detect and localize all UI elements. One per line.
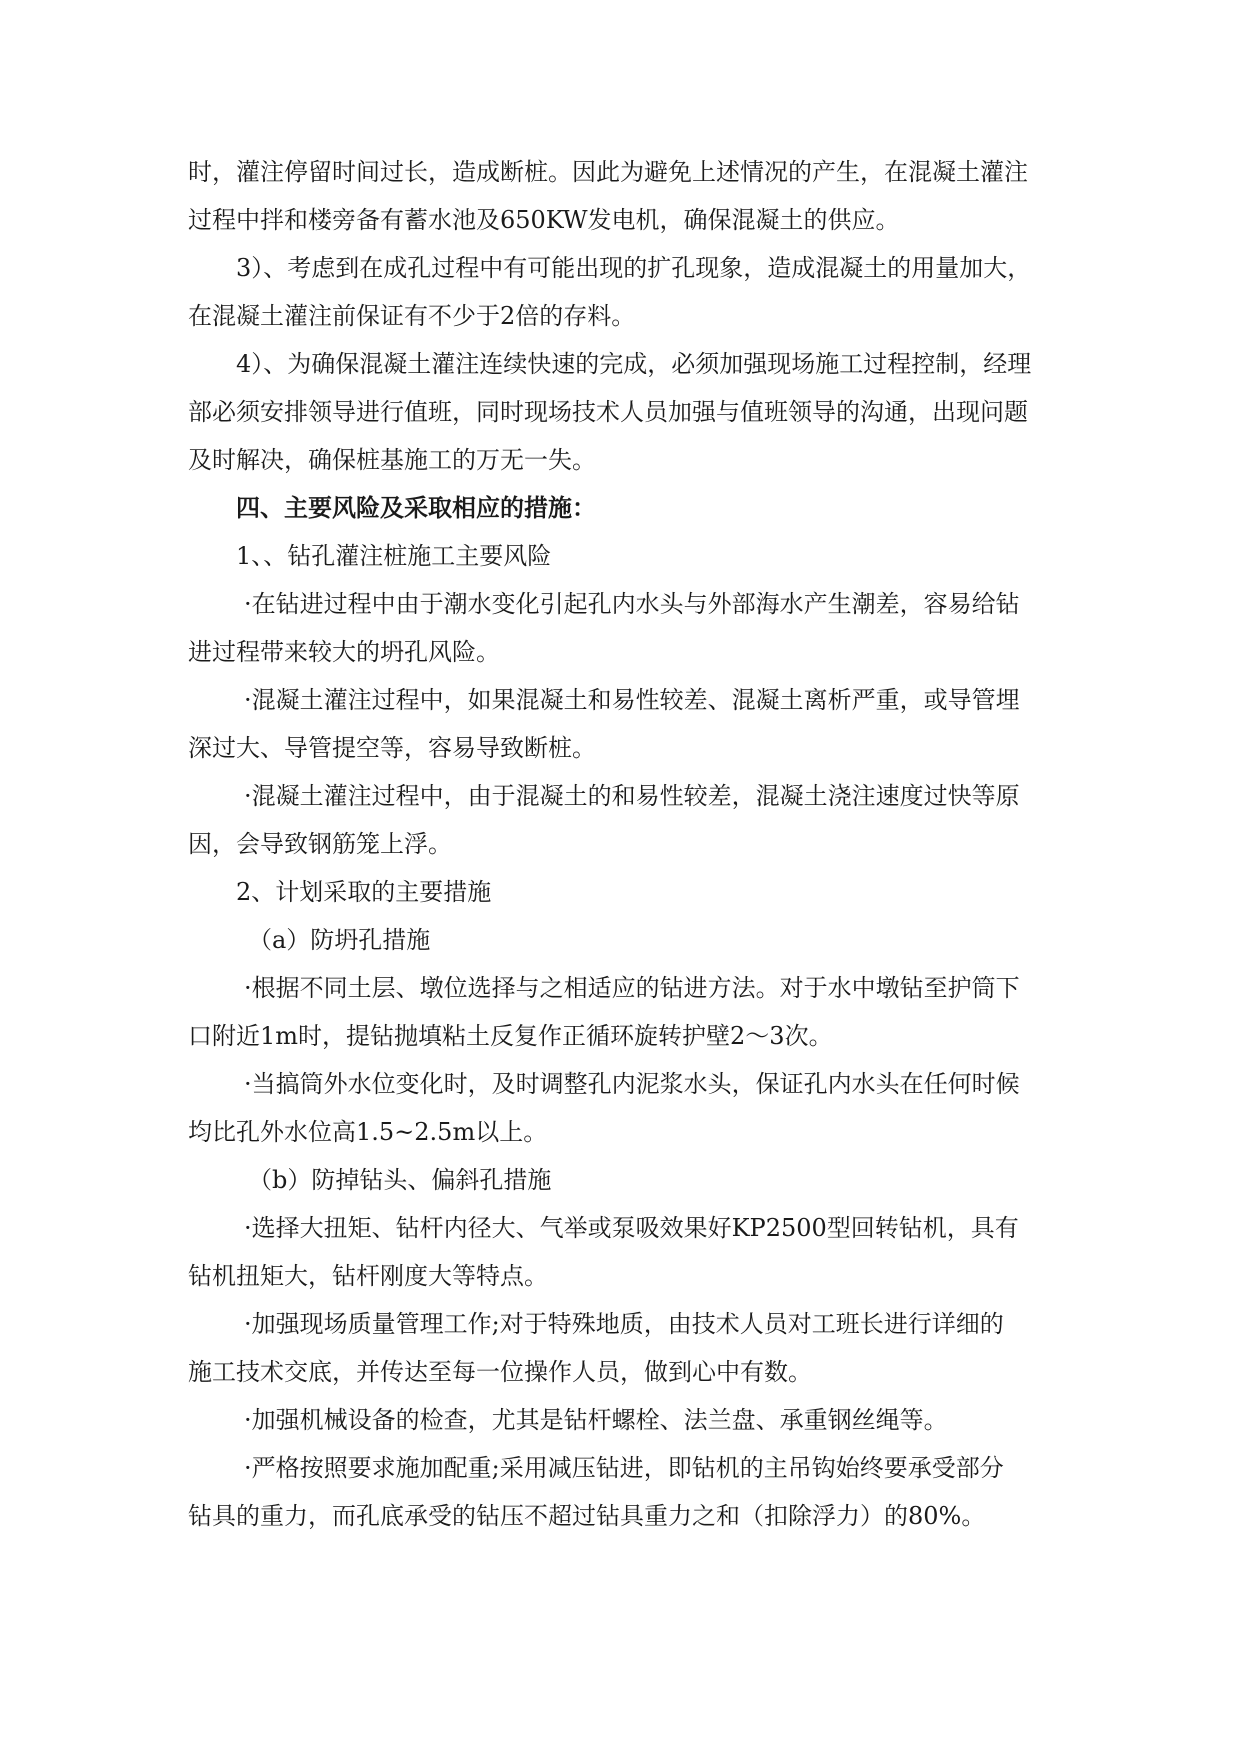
subsection-heading: 2、计划采取的主要措施 bbox=[236, 878, 492, 906]
paragraph-line: 钻具的重力，而孔底承受的钻压不超过钻具重力之和（扣除浮力）的80%。 bbox=[188, 1502, 986, 1530]
bullet-line: ·根据不同土层、墩位选择与之相适应的钻进方法。对于水中墩钻至护筒下 bbox=[244, 974, 1020, 1002]
paragraph-line: 及时解决，确保桩基施工的万无一失。 bbox=[188, 446, 596, 474]
bullet-line: ·加强现场质量管理工作;对于特殊地质，由技术人员对工班长进行详细的 bbox=[244, 1310, 1004, 1338]
subsection-heading: （a）防坍孔措施 bbox=[248, 926, 431, 954]
paragraph-line: 部必须安排领导进行值班，同时现场技术人员加强与值班领导的沟通，出现问题 bbox=[188, 398, 1028, 426]
bullet-line: ·混凝土灌注过程中，如果混凝土和易性较差、混凝土离析严重，或导管埋 bbox=[244, 686, 1020, 714]
paragraph-line: 在混凝土灌注前保证有不少于2倍的存料。 bbox=[188, 302, 636, 330]
bullet-line: ·在钻进过程中由于潮水变化引起孔内水头与外部海水产生潮差，容易给钻 bbox=[244, 590, 1020, 618]
bullet-line: ·选择大扭矩、钻杆内径大、气举或泵吸效果好KP2500型回转钻机，具有 bbox=[244, 1214, 1019, 1242]
bullet-line: ·当搞筒外水位变化时，及时调整孔内泥浆水头，保证孔内水头在任何时候 bbox=[244, 1070, 1020, 1098]
paragraph-line: 4）、为确保混凝土灌注连续快速的完成，必须加强现场施工过程控制，经理 bbox=[236, 350, 1032, 378]
paragraph-line: 施工技术交底，并传达至每一位操作人员，做到心中有数。 bbox=[188, 1358, 812, 1386]
paragraph-line: 时，灌注停留时间过长，造成断桩。因此为避免上述情况的产生，在混凝土灌注 bbox=[188, 158, 1028, 186]
body-text bbox=[188, 148, 1050, 1540]
paragraph-line: 进过程带来较大的坍孔风险。 bbox=[188, 638, 500, 666]
subsection-heading: 1、、钻孔灌注桩施工主要风险 bbox=[236, 542, 552, 570]
paragraph-line: 3）、考虑到在成孔过程中有可能出现的扩孔现象，造成混凝土的用量加大， bbox=[236, 254, 1032, 282]
paragraph-line: 过程中拌和楼旁备有蓄水池及650KW发电机，确保混凝土的供应。 bbox=[188, 206, 900, 234]
paragraph-line: 因，会导致钢筋笼上浮。 bbox=[188, 830, 452, 858]
section-heading: 四、主要风险及采取相应的措施： bbox=[236, 493, 596, 522]
paragraph-line: 钻机扭矩大，钻杆刚度大等特点。 bbox=[188, 1262, 548, 1290]
bullet-line: ·严格按照要求施加配重;采用减压钻进，即钻机的主吊钩始终要承受部分 bbox=[244, 1454, 1004, 1482]
bullet-line: ·混凝土灌注过程中，由于混凝土的和易性较差，混凝土浇注速度过快等原 bbox=[244, 782, 1020, 810]
paragraph-line: 深过大、导管提空等，容易导致断桩。 bbox=[188, 734, 596, 762]
paragraph-line: 口附近1m时，提钻抛填粘土反复作正循环旋转护壁2～3次。 bbox=[188, 1022, 833, 1050]
bullet-line: ·加强机械设备的检查，尤其是钻杆螺栓、法兰盘、承重钢丝绳等。 bbox=[244, 1406, 948, 1434]
paragraph-line: 均比孔外水位高1.5~2.5m以上。 bbox=[188, 1118, 548, 1146]
subsection-heading: （b）防掉钻头、偏斜孔措施 bbox=[248, 1166, 552, 1194]
